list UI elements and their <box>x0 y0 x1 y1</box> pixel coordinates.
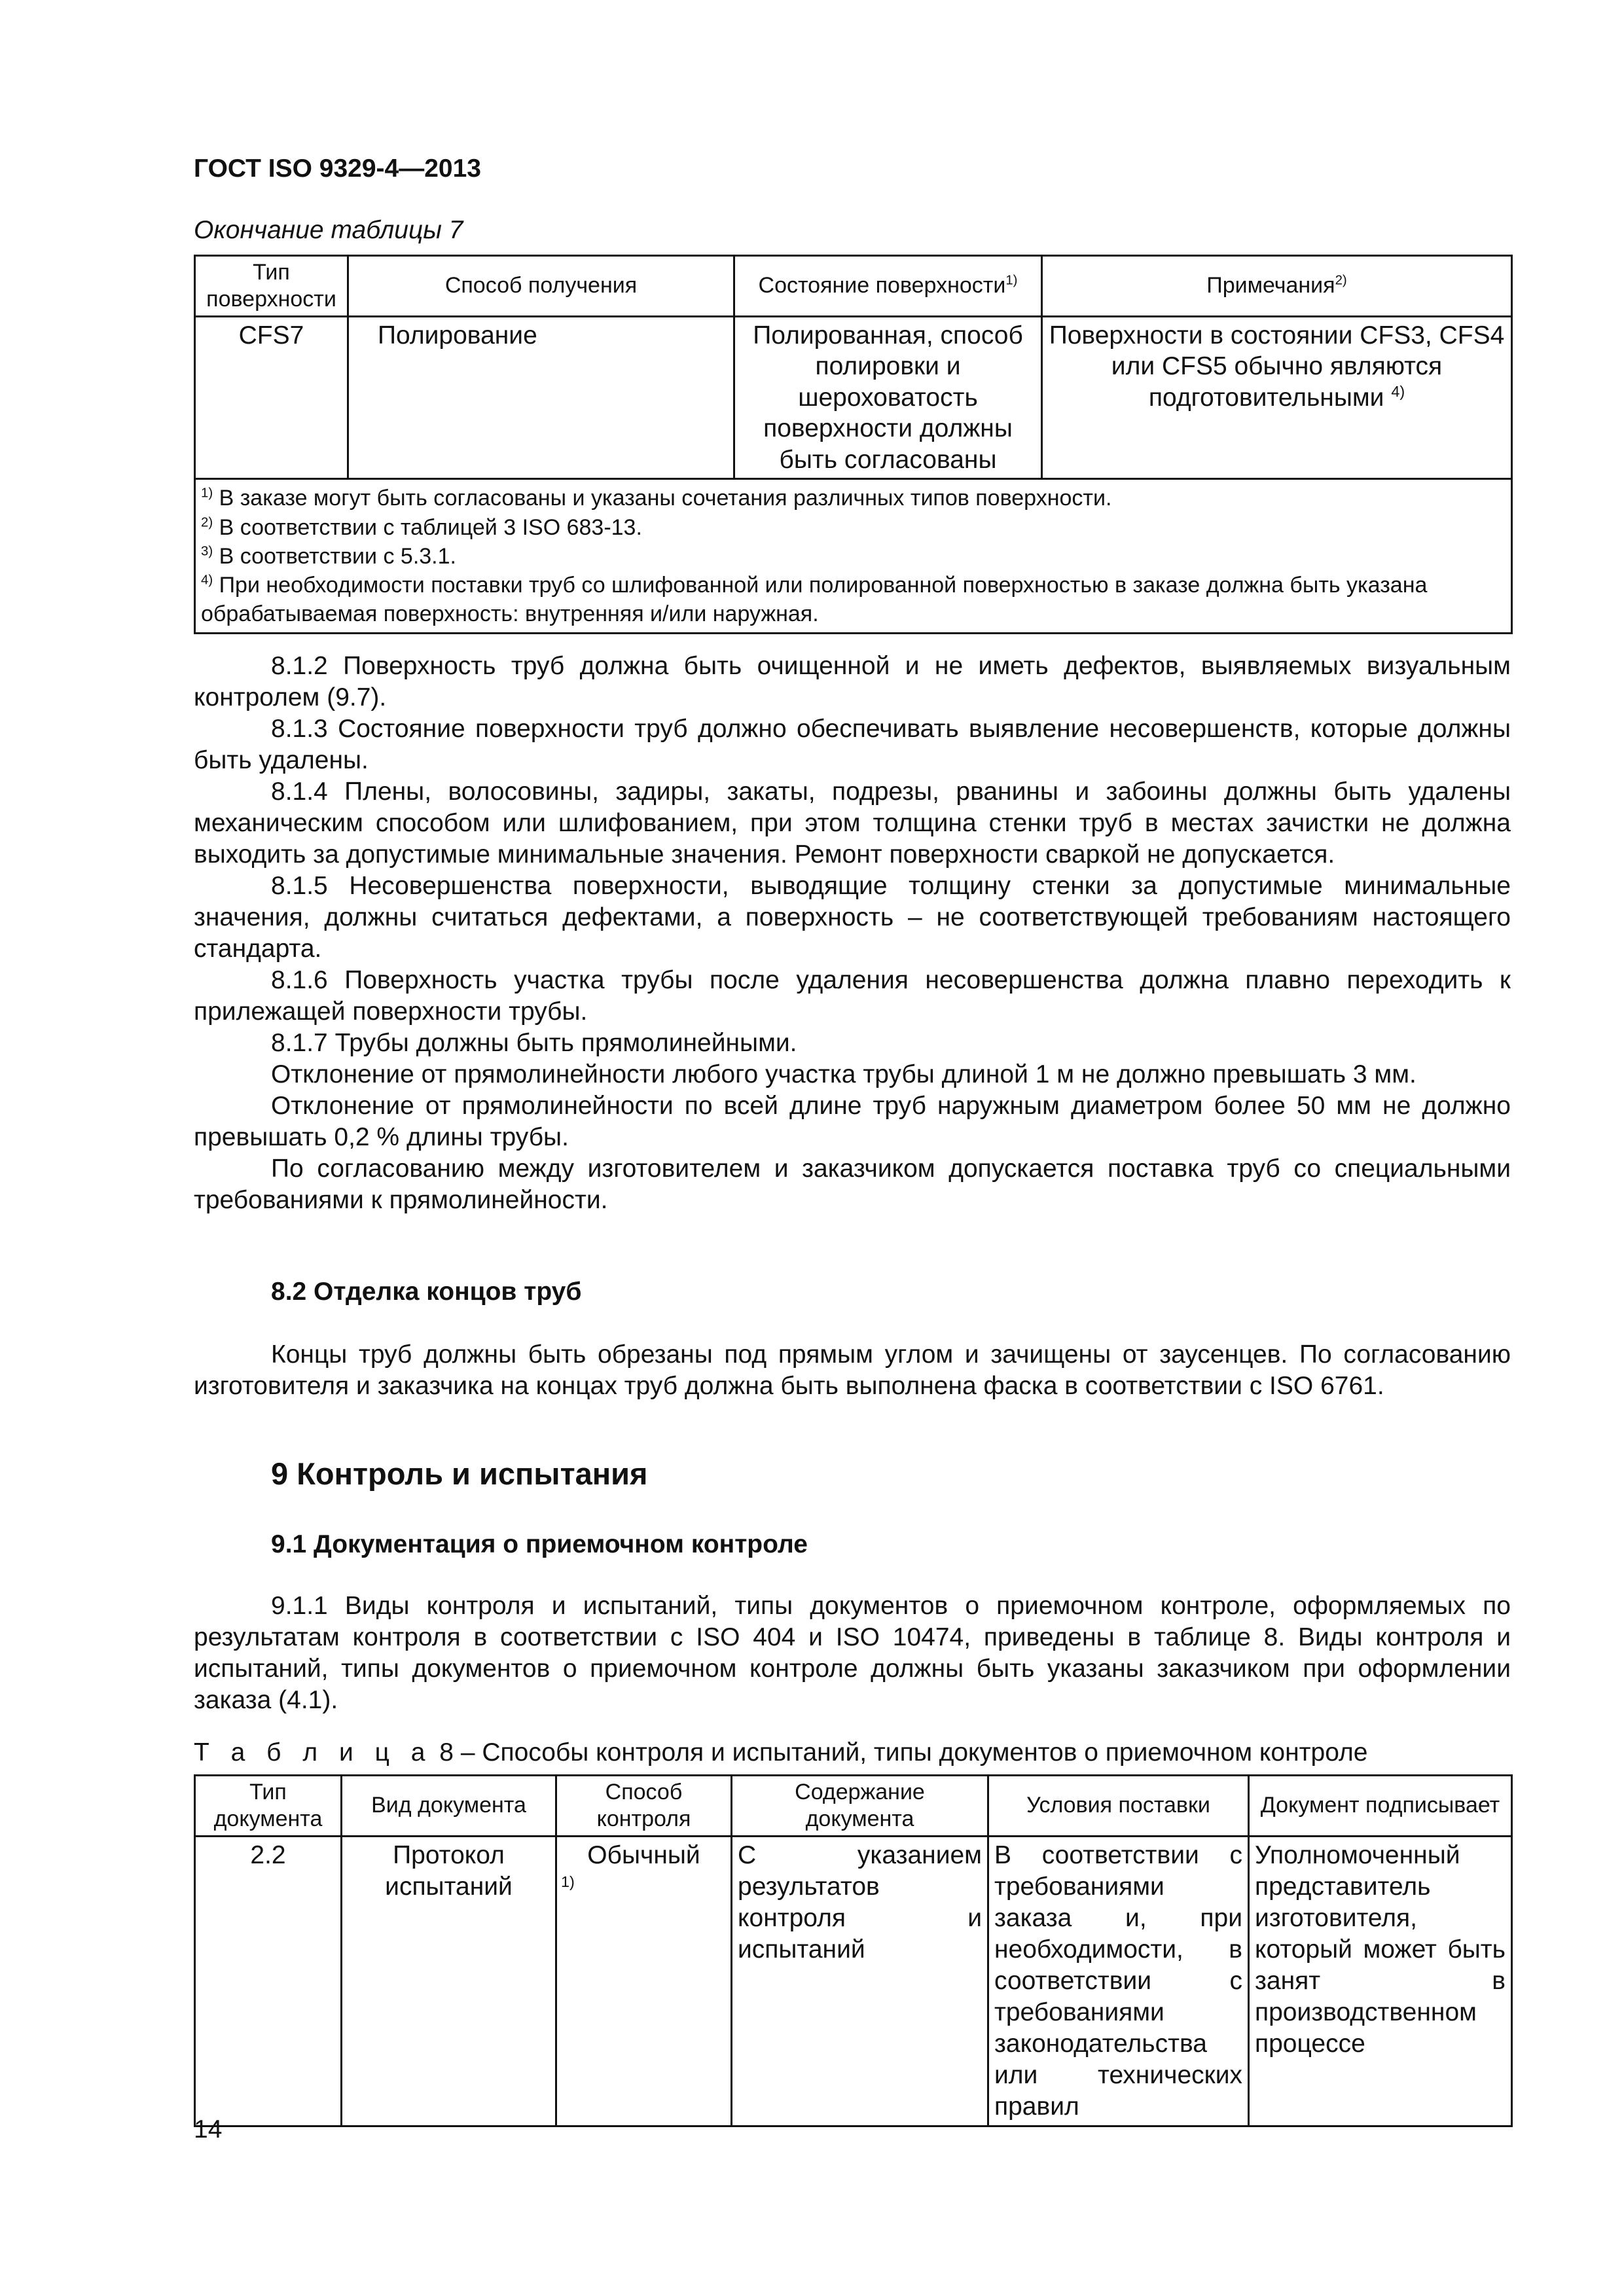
table8-cell-content: С указанием результатов контроля и испытаний <box>732 1836 988 2126</box>
paragraph-8-1-7: 8.1.7 Трубы должны быть прямолинейными. <box>271 1029 797 1057</box>
table8-cell-kind: Протокол испытаний <box>342 1836 556 2126</box>
table7-header-state: Состояние поверхности$^{1)}$ <box>734 256 1042 317</box>
table7-caption: Окончание таблицы 7 <box>194 216 463 244</box>
table8-header-method: Способ контроля <box>556 1776 732 1837</box>
section-9-1-body <box>194 1590 1511 1716</box>
table7-footnote-1: $^{1)}$ В заказе могут быть согласованы и указаны сочетания различных типов поверхности. <box>201 486 1112 511</box>
table7-header-method: Способ получения <box>348 256 734 317</box>
paragraph-8-1-4: 8.1.4 Плены, волосовины, задиры, закаты, подрезы, рванины и забоины должны быть удалены механическим способом или шлифованием, при этом толщина стенки труб в местах зачистки не должна выходить за допустимые минимальные значения. Ремонт поверхности сваркой не допускается. <box>194 778 1511 869</box>
table7-footnote-4: $^{4)}$ При необходимости поставки труб со шлифованной или полированной поверхностью в заказе должна быть указана обрабатываемая поверхность: внутренняя и/или наружная. <box>201 573 1428 627</box>
table8-header-type: Тип документа <box>195 1776 342 1837</box>
table7-cell-notes: Поверхности в состоянии CFS3, CFS4 или CFS5 обычно являются подготовительными $^{4)}$ <box>1042 316 1512 479</box>
paragraph-special-requirements: По согласованию между изготовителем и заказчиком допускается поставка труб со специальными требованиями к прямолинейности. <box>194 1155 1511 1214</box>
page-number: 14 <box>194 2115 223 2144</box>
table7-header-type: Тип поверхности <box>195 256 348 317</box>
table7-footnotes <box>195 479 1512 634</box>
table7-header-notes: Примечания$^{2)}$ <box>1042 256 1512 317</box>
table8-cell-method: Обычный 1) <box>556 1836 732 2126</box>
table8-caption <box>194 1738 1368 1767</box>
standard-code-header: ГОСТ ISO 9329-4—2013 <box>194 154 481 183</box>
table7-cell-state: Полированная, способ полировки и шероховатость поверхности должны быть согласованы <box>734 316 1042 479</box>
table-8 <box>194 1774 1513 2127</box>
section-8-2-body <box>194 1339 1511 1402</box>
table7-cell-type: CFS7 <box>195 316 348 479</box>
table7-footnote-3: $^{3)}$ В соответствии с 5.3.1. <box>201 543 456 569</box>
table7-row-cfs7 <box>195 316 1512 479</box>
table8-header-row <box>195 1776 1512 1837</box>
table7-cell-method: Полирование <box>348 316 734 479</box>
table8-header-content: Содержание документа <box>732 1776 988 1837</box>
section-8-1-body <box>194 651 1511 1216</box>
table8-header-conditions: Условия поставки <box>988 1776 1249 1837</box>
table8-cell-type: 2.2 <box>195 1836 342 2126</box>
paragraph-8-1-5: 8.1.5 Несовершенства поверхности, выводящие толщину стенки за допустимые минимальные значения, должны считаться дефектами, а поверхность – не соответствующей требованиям настоящего стандарта. <box>194 872 1511 963</box>
table8-method-footnote-mark: 1) <box>561 1873 575 1890</box>
paragraph-8-1-3: 8.1.3 Состояние поверхности труб должно обеспечивать выявление несовершенств, которые должны быть удалены. <box>194 715 1511 774</box>
table8-cell-signed-by: Уполномоченный представитель изготовителя, который может быть занят в производственном процессе <box>1249 1836 1512 2126</box>
table8-caption-label: Т а б л и ц а <box>194 1738 433 1767</box>
paragraph-8-1-2: 8.1.2 Поверхность труб должна быть очищенной и не иметь дефектов, выявляемых визуальным контролем (9.7). <box>194 652 1511 711</box>
table8-header-signed-by: Документ подписывает <box>1249 1776 1512 1837</box>
table-7 <box>194 255 1513 634</box>
table7-footnote-2: $^{2)}$ В соответствии с таблицей 3 ISO 683-13. <box>201 514 642 540</box>
table7-footnotes-row <box>195 479 1512 634</box>
paragraph-9-1-1: 9.1.1 Виды контроля и испытаний, типы документов о приемочном контроле, оформляемых по результатам контроля в соответствии с ISO 404 и ISO 10474, приведены в таблице 8. Виды контроля и испытаний, типы документов о приемочном контроле должны быть указаны заказчиком при оформлении заказа (4.1). <box>194 1592 1511 1714</box>
table7-header-row <box>195 256 1512 317</box>
table8-cell-conditions: В соответствии с требованиями заказа и, при необходимости, в соответствии с требованиями законодательства или технических правил <box>988 1836 1249 2126</box>
table8-caption-text: – Способы контроля и испытаний, типы документов о приемочном контроле <box>460 1738 1368 1767</box>
table8-header-kind: Вид документа <box>342 1776 556 1837</box>
paragraph-deviation-length: Отклонение от прямолинейности по всей длине труб наружным диаметром более 50 мм не должно превышать 0,2 % длины трубы. <box>194 1092 1511 1151</box>
table8-caption-number: 8 <box>439 1738 454 1767</box>
heading-9: 9 Контроль и испытания <box>271 1456 648 1491</box>
table8-row-2-2 <box>195 1836 1512 2126</box>
heading-9-1: 9.1 Документация о приемочном контроле <box>271 1530 808 1558</box>
heading-8-2: 8.2 Отделка концов труб <box>271 1278 582 1306</box>
paragraph-8-1-6: 8.1.6 Поверхность участка трубы после удаления несовершенства должна плавно переходить к прилежащей поверхности трубы. <box>194 966 1511 1026</box>
paragraph-8-2: Концы труб должны быть обрезаны под прямым углом и зачищены от заусенцев. По согласованию изготовителя и заказчика на концах труб должна быть выполнена фаска в соответствии с ISO 6761. <box>194 1340 1511 1400</box>
paragraph-deviation-1m: Отклонение от прямолинейности любого участка трубы длиной 1 м не должно превышать 3 мм. <box>271 1060 1416 1088</box>
